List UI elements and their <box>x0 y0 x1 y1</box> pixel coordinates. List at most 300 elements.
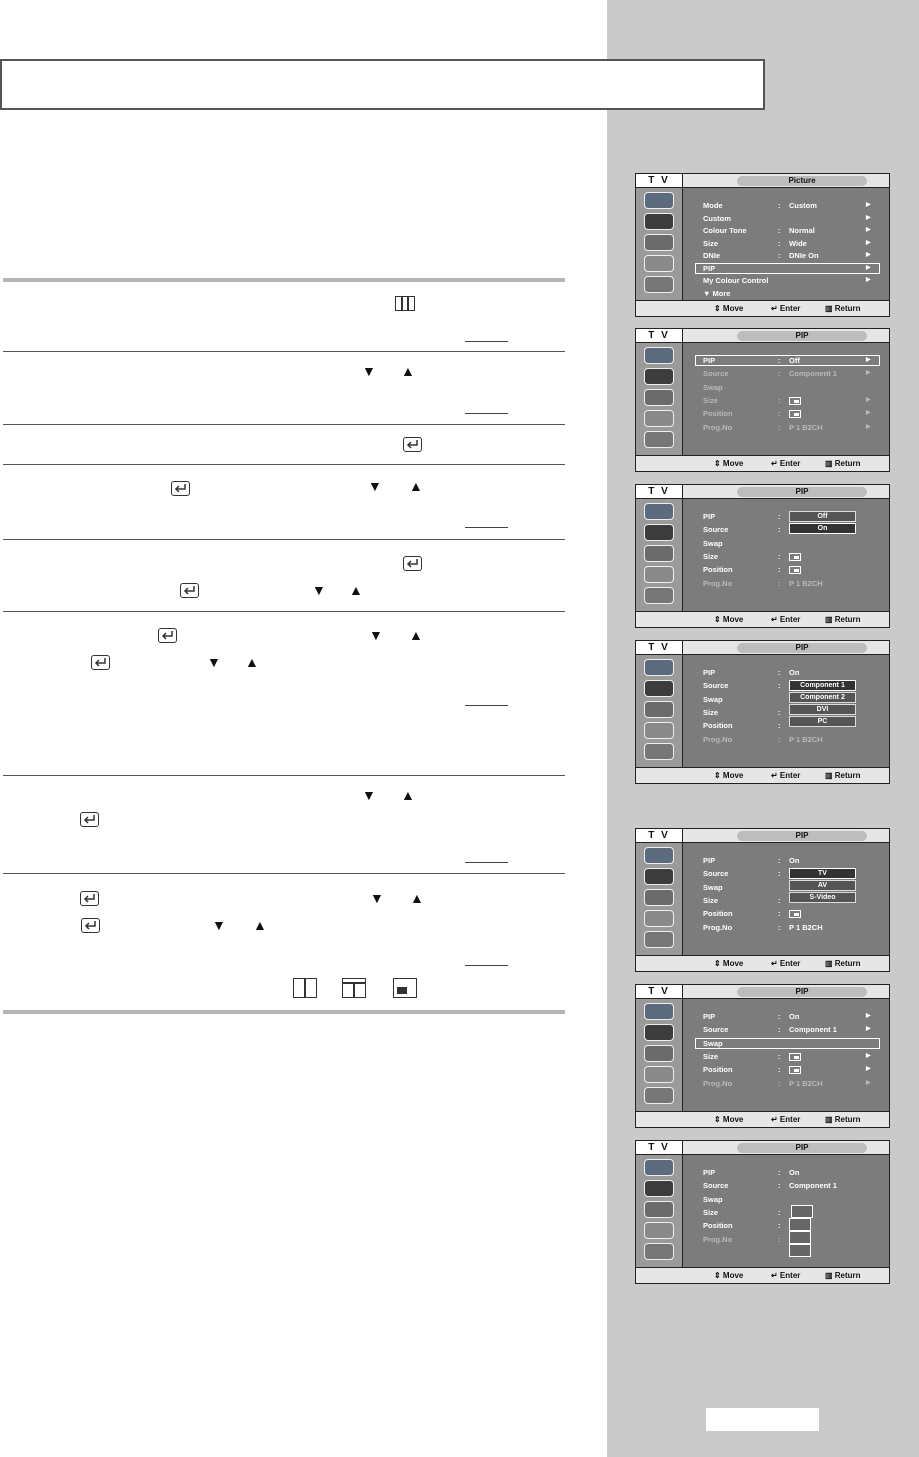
sound-category-icon <box>644 234 674 251</box>
osd-row-label: Swap <box>703 538 723 548</box>
picture-category-icon <box>644 1024 674 1041</box>
picture-category-icon <box>644 524 674 541</box>
osd-row-colon: : <box>778 1207 781 1217</box>
tv-osd-screen <box>635 328 890 472</box>
osd-row-label: Source <box>703 1025 729 1035</box>
osd-category-icons <box>636 655 683 767</box>
osd-row-label: Prog.No <box>703 1234 733 1244</box>
divider <box>3 539 565 540</box>
osd-row-label: Position <box>703 1221 733 1231</box>
osd-row-label: Prog.No <box>703 1078 733 1088</box>
enter-hint: ↵ Enter <box>771 1115 801 1124</box>
osd-dropdown-option: TV <box>789 868 856 879</box>
osd-row-label: Swap <box>703 694 723 704</box>
up-arrow-icon: ▲ <box>401 787 415 803</box>
osd-menu-row <box>703 213 878 224</box>
osd-row-colon: : <box>778 395 781 405</box>
osd-row-value: Normal <box>789 226 815 235</box>
right-arrow-icon: ▶ <box>866 214 871 221</box>
osd-menu-row <box>703 1078 878 1089</box>
setup-category-icon <box>644 276 674 293</box>
osd-menu-row <box>703 1167 878 1178</box>
osd-row-colon: : <box>778 1078 781 1088</box>
osd-tv-label: T V <box>636 1141 683 1155</box>
osd-row-label: Position <box>703 909 733 919</box>
pip-size-icon <box>789 1051 801 1062</box>
osd-menu-row <box>703 422 878 433</box>
osd-row-value: On <box>789 668 800 677</box>
setup-category-icon <box>644 1087 674 1104</box>
enter-button-icon <box>403 437 422 452</box>
enter-hint: ↵ Enter <box>771 459 801 468</box>
picture-category-icon <box>644 680 674 697</box>
osd-menu-title: PIP <box>737 831 867 841</box>
up-arrow-icon: ▲ <box>409 478 423 494</box>
osd-menu-row <box>703 200 878 211</box>
osd-menu-row <box>703 667 878 678</box>
osd-row-value: P 1 B2CH <box>789 422 823 432</box>
osd-row-highlight <box>695 355 880 366</box>
picture-category-icon <box>644 868 674 885</box>
osd-tv-label: T V <box>636 329 683 343</box>
picture-category-icon <box>644 1180 674 1197</box>
osd-row-label: PIP <box>703 668 716 677</box>
up-arrow-icon: ▲ <box>401 363 415 379</box>
pip-size-option-icon <box>791 1205 813 1218</box>
osd-row-value: P 1 B2CH <box>789 1078 823 1088</box>
osd-category-icons <box>636 188 683 300</box>
osd-row-label: My Colour Control <box>703 276 769 285</box>
osd-row-label: Size <box>703 1051 719 1061</box>
osd-row-colon: : <box>778 512 781 521</box>
osd-row-colon: : <box>778 238 781 248</box>
osd-menu-row <box>703 908 878 919</box>
input-category-icon <box>644 1003 674 1020</box>
channel-category-icon <box>644 410 674 427</box>
osd-menu-row <box>703 564 878 575</box>
right-arrow-icon: ▶ <box>866 396 871 403</box>
osd-tv-label: T V <box>636 641 683 655</box>
move-hint: ⇕ Move <box>714 615 744 624</box>
right-arrow-icon: ▶ <box>866 1052 871 1059</box>
osd-menu-title: PIP <box>737 643 867 653</box>
enter-hint: ↵ Enter <box>771 771 801 780</box>
osd-menu-row <box>703 1064 878 1075</box>
osd-menu-row <box>703 368 878 379</box>
osd-row-label: Mode <box>703 201 723 210</box>
up-arrow-icon: ▲ <box>245 654 259 670</box>
enter-button-icon <box>81 918 100 933</box>
right-arrow-icon: ▶ <box>866 264 871 271</box>
tv-osd-screen <box>635 1140 890 1284</box>
osd-row-value: On <box>789 856 800 865</box>
sound-category-icon <box>644 1201 674 1218</box>
osd-row-colon: : <box>778 565 781 575</box>
osd-menu-row <box>703 734 878 745</box>
osd-row-colon: : <box>778 869 781 879</box>
osd-row-label: Swap <box>703 382 723 392</box>
osd-row-colon: : <box>778 422 781 432</box>
move-hint: ⇕ Move <box>714 1271 744 1280</box>
osd-row-colon: : <box>778 201 781 210</box>
blank-underline <box>465 705 508 706</box>
osd-help-bar <box>636 1111 889 1127</box>
page-number-badge <box>706 1408 819 1431</box>
osd-row-label: DNIe <box>703 251 721 260</box>
enter-button-icon <box>80 812 99 827</box>
move-hint: ⇕ Move <box>714 1115 744 1124</box>
setup-category-icon <box>644 431 674 448</box>
enter-button-icon <box>80 891 99 906</box>
osd-menu-row <box>703 238 878 249</box>
pip-size-icon <box>789 408 801 419</box>
osd-row-colon: : <box>778 369 781 379</box>
right-arrow-icon: ▶ <box>866 1013 871 1019</box>
enter-button-icon <box>403 556 422 571</box>
osd-category-icons <box>636 999 683 1111</box>
section-bottom-rule <box>3 1010 565 1014</box>
osd-row-colon: : <box>778 721 781 731</box>
osd-row-label: PIP <box>703 1168 716 1177</box>
osd-row-colon: : <box>778 356 781 365</box>
osd-menu-row <box>703 382 878 393</box>
osd-category-icons <box>636 499 683 611</box>
input-category-icon <box>644 1159 674 1176</box>
pip-size-icon <box>789 564 801 575</box>
osd-row-colon: : <box>778 525 781 535</box>
divider <box>3 873 565 874</box>
osd-row-colon: : <box>778 578 781 588</box>
divider <box>3 424 565 425</box>
osd-row-colon: : <box>778 668 781 677</box>
osd-menu-row <box>703 275 878 286</box>
down-arrow-icon: ▼ <box>212 917 226 933</box>
osd-menu-row <box>703 408 878 419</box>
tv-osd-screen <box>635 828 890 972</box>
right-arrow-icon: ▶ <box>866 423 871 430</box>
pip-size-option-icon <box>789 1218 811 1231</box>
divider <box>3 775 565 776</box>
osd-title-bar <box>683 1141 889 1155</box>
osd-row-colon: : <box>778 856 781 865</box>
osd-title-bar <box>683 829 889 843</box>
osd-row-colon: : <box>778 1221 781 1231</box>
down-arrow-icon: ▼ <box>362 787 376 803</box>
divider <box>3 611 565 612</box>
osd-row-label: Prog.No <box>703 578 733 588</box>
return-hint: ▥ Return <box>825 771 861 780</box>
right-arrow-icon: ▶ <box>866 239 871 246</box>
osd-row-colon: : <box>778 1234 781 1244</box>
osd-row-label: PIP <box>703 512 716 521</box>
pip-size-icon <box>789 551 801 562</box>
osd-row-label: Position <box>703 1065 733 1075</box>
osd-title-bar <box>683 641 889 655</box>
osd-title-bar <box>683 174 889 188</box>
osd-menu-row <box>703 288 878 299</box>
osd-row-colon: : <box>778 895 781 905</box>
osd-category-icons <box>636 843 683 955</box>
osd-row-value: Component 1 <box>789 1181 837 1191</box>
osd-title-bar <box>683 985 889 999</box>
osd-help-bar <box>636 1267 889 1283</box>
up-arrow-icon: ▲ <box>253 917 267 933</box>
osd-help-bar <box>636 767 889 783</box>
sound-category-icon <box>644 889 674 906</box>
osd-row-colon: : <box>778 909 781 919</box>
picture-category-icon <box>644 213 674 230</box>
return-hint: ▥ Return <box>825 1271 861 1280</box>
osd-menu-row <box>703 1180 878 1191</box>
input-category-icon <box>644 659 674 676</box>
channel-category-icon <box>644 1222 674 1239</box>
channel-category-icon <box>644 255 674 272</box>
osd-row-label: Source <box>703 1181 729 1191</box>
osd-tv-label: T V <box>636 829 683 843</box>
osd-help-bar <box>636 955 889 971</box>
osd-dropdown-option: DVI <box>789 704 856 715</box>
channel-category-icon <box>644 566 674 583</box>
tv-osd-screen <box>635 640 890 784</box>
osd-row-colon: : <box>778 1168 781 1177</box>
osd-row-value: On <box>789 1012 800 1021</box>
osd-row-value: P 1 B2CH <box>789 922 823 932</box>
right-arrow-icon: ▶ <box>866 252 871 258</box>
sound-category-icon <box>644 389 674 406</box>
return-hint: ▥ Return <box>825 1115 861 1124</box>
enter-button-icon <box>171 481 190 496</box>
pip-size-option-icon <box>789 1231 811 1244</box>
setup-category-icon <box>644 1243 674 1260</box>
osd-row-colon: : <box>778 1012 781 1021</box>
osd-menu-row <box>703 250 878 261</box>
channel-category-icon <box>644 1066 674 1083</box>
osd-menu-row <box>703 1011 878 1022</box>
osd-row-value: Wide <box>789 238 807 248</box>
osd-menu-row <box>703 1051 878 1062</box>
tv-osd-screen <box>635 173 890 317</box>
osd-row-label: PIP <box>703 1012 716 1021</box>
osd-menu-title: Picture <box>737 176 867 186</box>
osd-help-bar <box>636 455 889 471</box>
pip-size-icon <box>789 1064 801 1075</box>
osd-row-colon: : <box>778 1181 781 1191</box>
channel-category-icon <box>644 722 674 739</box>
osd-row-label: Source <box>703 525 729 535</box>
osd-row-label: Prog.No <box>703 422 733 432</box>
osd-row-label: Size <box>703 895 719 905</box>
right-arrow-icon: ▶ <box>866 357 871 363</box>
sound-category-icon <box>644 545 674 562</box>
osd-menu-row <box>703 395 878 406</box>
osd-dropdown-option: On <box>789 523 856 534</box>
tv-osd-screen <box>635 984 890 1128</box>
pip-small-window-icon <box>393 978 417 998</box>
input-category-icon <box>644 347 674 364</box>
blank-underline <box>465 965 508 966</box>
osd-row-label: Colour Tone <box>703 226 747 235</box>
osd-row-label: Prog.No <box>703 922 733 932</box>
osd-row-label: PIP <box>703 356 716 365</box>
osd-category-icons <box>636 343 683 455</box>
enter-hint: ↵ Enter <box>771 959 801 968</box>
osd-row-colon: : <box>778 1051 781 1061</box>
osd-row-label: Source <box>703 681 729 691</box>
move-hint: ⇕ Move <box>714 304 744 313</box>
osd-title-bar <box>683 329 889 343</box>
enter-button-icon <box>158 628 177 643</box>
input-category-icon <box>644 503 674 520</box>
osd-row-value: P 1 B2CH <box>789 578 823 588</box>
osd-row-label: Source <box>703 369 729 379</box>
osd-row-colon: : <box>778 551 781 561</box>
tv-osd-screen <box>635 484 890 628</box>
osd-menu-row <box>703 1194 878 1205</box>
osd-row-label: Swap <box>703 1038 723 1048</box>
right-arrow-icon: ▶ <box>866 1066 871 1073</box>
enter-hint: ↵ Enter <box>771 1271 801 1280</box>
osd-menu-row <box>703 551 878 562</box>
up-arrow-icon: ▲ <box>410 890 424 906</box>
osd-row-colon: : <box>778 1065 781 1075</box>
pip-double-window-top-icon <box>342 978 366 998</box>
osd-dropdown-option: PC <box>789 716 856 727</box>
right-arrow-icon: ▶ <box>866 202 871 208</box>
osd-dropdown-option: S-Video <box>789 892 856 903</box>
enter-hint: ↵ Enter <box>771 304 801 313</box>
pip-size-icon <box>789 908 801 919</box>
return-hint: ▥ Return <box>825 615 861 624</box>
osd-row-label: Source <box>703 869 729 879</box>
osd-row-colon: : <box>778 734 781 744</box>
return-hint: ▥ Return <box>825 459 861 468</box>
up-arrow-icon: ▲ <box>349 582 363 598</box>
osd-menu-title: PIP <box>737 1143 867 1153</box>
osd-row-label: Size <box>703 707 719 717</box>
osd-row-label: Swap <box>703 882 723 892</box>
osd-menu-row <box>703 578 878 589</box>
osd-tv-label: T V <box>636 485 683 499</box>
osd-row-highlight <box>695 1038 880 1049</box>
setup-category-icon <box>644 587 674 604</box>
osd-row-colon: : <box>778 681 781 691</box>
osd-menu-row <box>703 922 878 933</box>
osd-row-colon: : <box>778 707 781 717</box>
page-title-box <box>0 59 765 110</box>
osd-row-colon: : <box>778 1025 781 1035</box>
osd-menu-row <box>703 538 878 549</box>
osd-row-value: P 1 B2CH <box>789 734 823 744</box>
osd-row-label: Position <box>703 721 733 731</box>
blank-underline <box>465 527 508 528</box>
channel-category-icon <box>644 910 674 927</box>
osd-row-value: Custom <box>789 201 817 210</box>
osd-row-value: Component 1 <box>789 1025 837 1035</box>
down-arrow-icon: ▼ <box>369 627 383 643</box>
section-top-rule <box>3 278 565 282</box>
osd-menu-title: PIP <box>737 331 867 341</box>
down-arrow-icon: ▼ <box>370 890 384 906</box>
osd-menu-row <box>703 855 878 866</box>
osd-menu-row <box>703 1024 878 1035</box>
osd-row-colon: : <box>778 922 781 932</box>
return-hint: ▥ Return <box>825 304 861 313</box>
osd-dropdown-option: Component 2 <box>789 692 856 703</box>
right-arrow-icon: ▶ <box>866 1026 871 1033</box>
right-arrow-icon: ▶ <box>866 1079 871 1086</box>
down-arrow-icon: ▼ <box>207 654 221 670</box>
osd-row-label: Prog.No <box>703 734 733 744</box>
osd-row-value: Component 1 <box>789 369 837 379</box>
sound-category-icon <box>644 701 674 718</box>
enter-button-icon <box>91 655 110 670</box>
down-arrow-icon: ▼ <box>362 363 376 379</box>
osd-row-label: PIP <box>703 263 716 273</box>
osd-row-label: PIP <box>703 856 716 865</box>
osd-dropdown-option: Off <box>789 511 856 522</box>
osd-menu-title: PIP <box>737 987 867 997</box>
osd-dropdown-option: Component 1 <box>789 680 856 691</box>
right-arrow-icon: ▶ <box>866 277 871 283</box>
osd-row-label: ▼ More <box>703 288 731 298</box>
move-hint: ⇕ Move <box>714 959 744 968</box>
osd-row-label: Position <box>703 409 733 419</box>
osd-row-value: Off <box>789 356 800 365</box>
pip-size-icon <box>789 395 801 406</box>
return-button-icon <box>395 296 415 311</box>
osd-tv-label: T V <box>636 985 683 999</box>
osd-row-value: On <box>789 1168 800 1177</box>
osd-tv-label: T V <box>636 174 683 188</box>
osd-title-bar <box>683 485 889 499</box>
right-arrow-icon: ▶ <box>866 370 871 377</box>
return-hint: ▥ Return <box>825 959 861 968</box>
divider <box>3 464 565 465</box>
osd-help-bar <box>636 300 889 316</box>
right-arrow-icon: ▶ <box>866 227 871 233</box>
setup-category-icon <box>644 931 674 948</box>
right-arrow-icon: ▶ <box>866 410 871 417</box>
input-category-icon <box>644 847 674 864</box>
osd-row-label: Swap <box>703 1194 723 1204</box>
enter-button-icon <box>180 583 199 598</box>
enter-hint: ↵ Enter <box>771 615 801 624</box>
osd-row-label: Custom <box>703 213 731 223</box>
osd-row-label: Position <box>703 565 733 575</box>
osd-row-colon: : <box>778 251 781 260</box>
picture-category-icon <box>644 368 674 385</box>
osd-dropdown-option: AV <box>789 880 856 891</box>
blank-underline <box>465 413 508 414</box>
blank-underline <box>465 862 508 863</box>
osd-row-colon: : <box>778 409 781 419</box>
osd-row-label: Size <box>703 238 719 248</box>
osd-row-value: DNIe On <box>789 251 819 260</box>
pip-size-option-icon <box>789 1244 811 1257</box>
down-arrow-icon: ▼ <box>312 582 326 598</box>
setup-category-icon <box>644 743 674 760</box>
osd-category-icons <box>636 1155 683 1267</box>
blank-underline <box>465 341 508 342</box>
move-hint: ⇕ Move <box>714 459 744 468</box>
osd-menu-row <box>703 225 878 236</box>
osd-row-label: Size <box>703 395 719 405</box>
input-category-icon <box>644 192 674 209</box>
osd-menu-title: PIP <box>737 487 867 497</box>
down-arrow-icon: ▼ <box>368 478 382 494</box>
sound-category-icon <box>644 1045 674 1062</box>
osd-row-label: Size <box>703 551 719 561</box>
